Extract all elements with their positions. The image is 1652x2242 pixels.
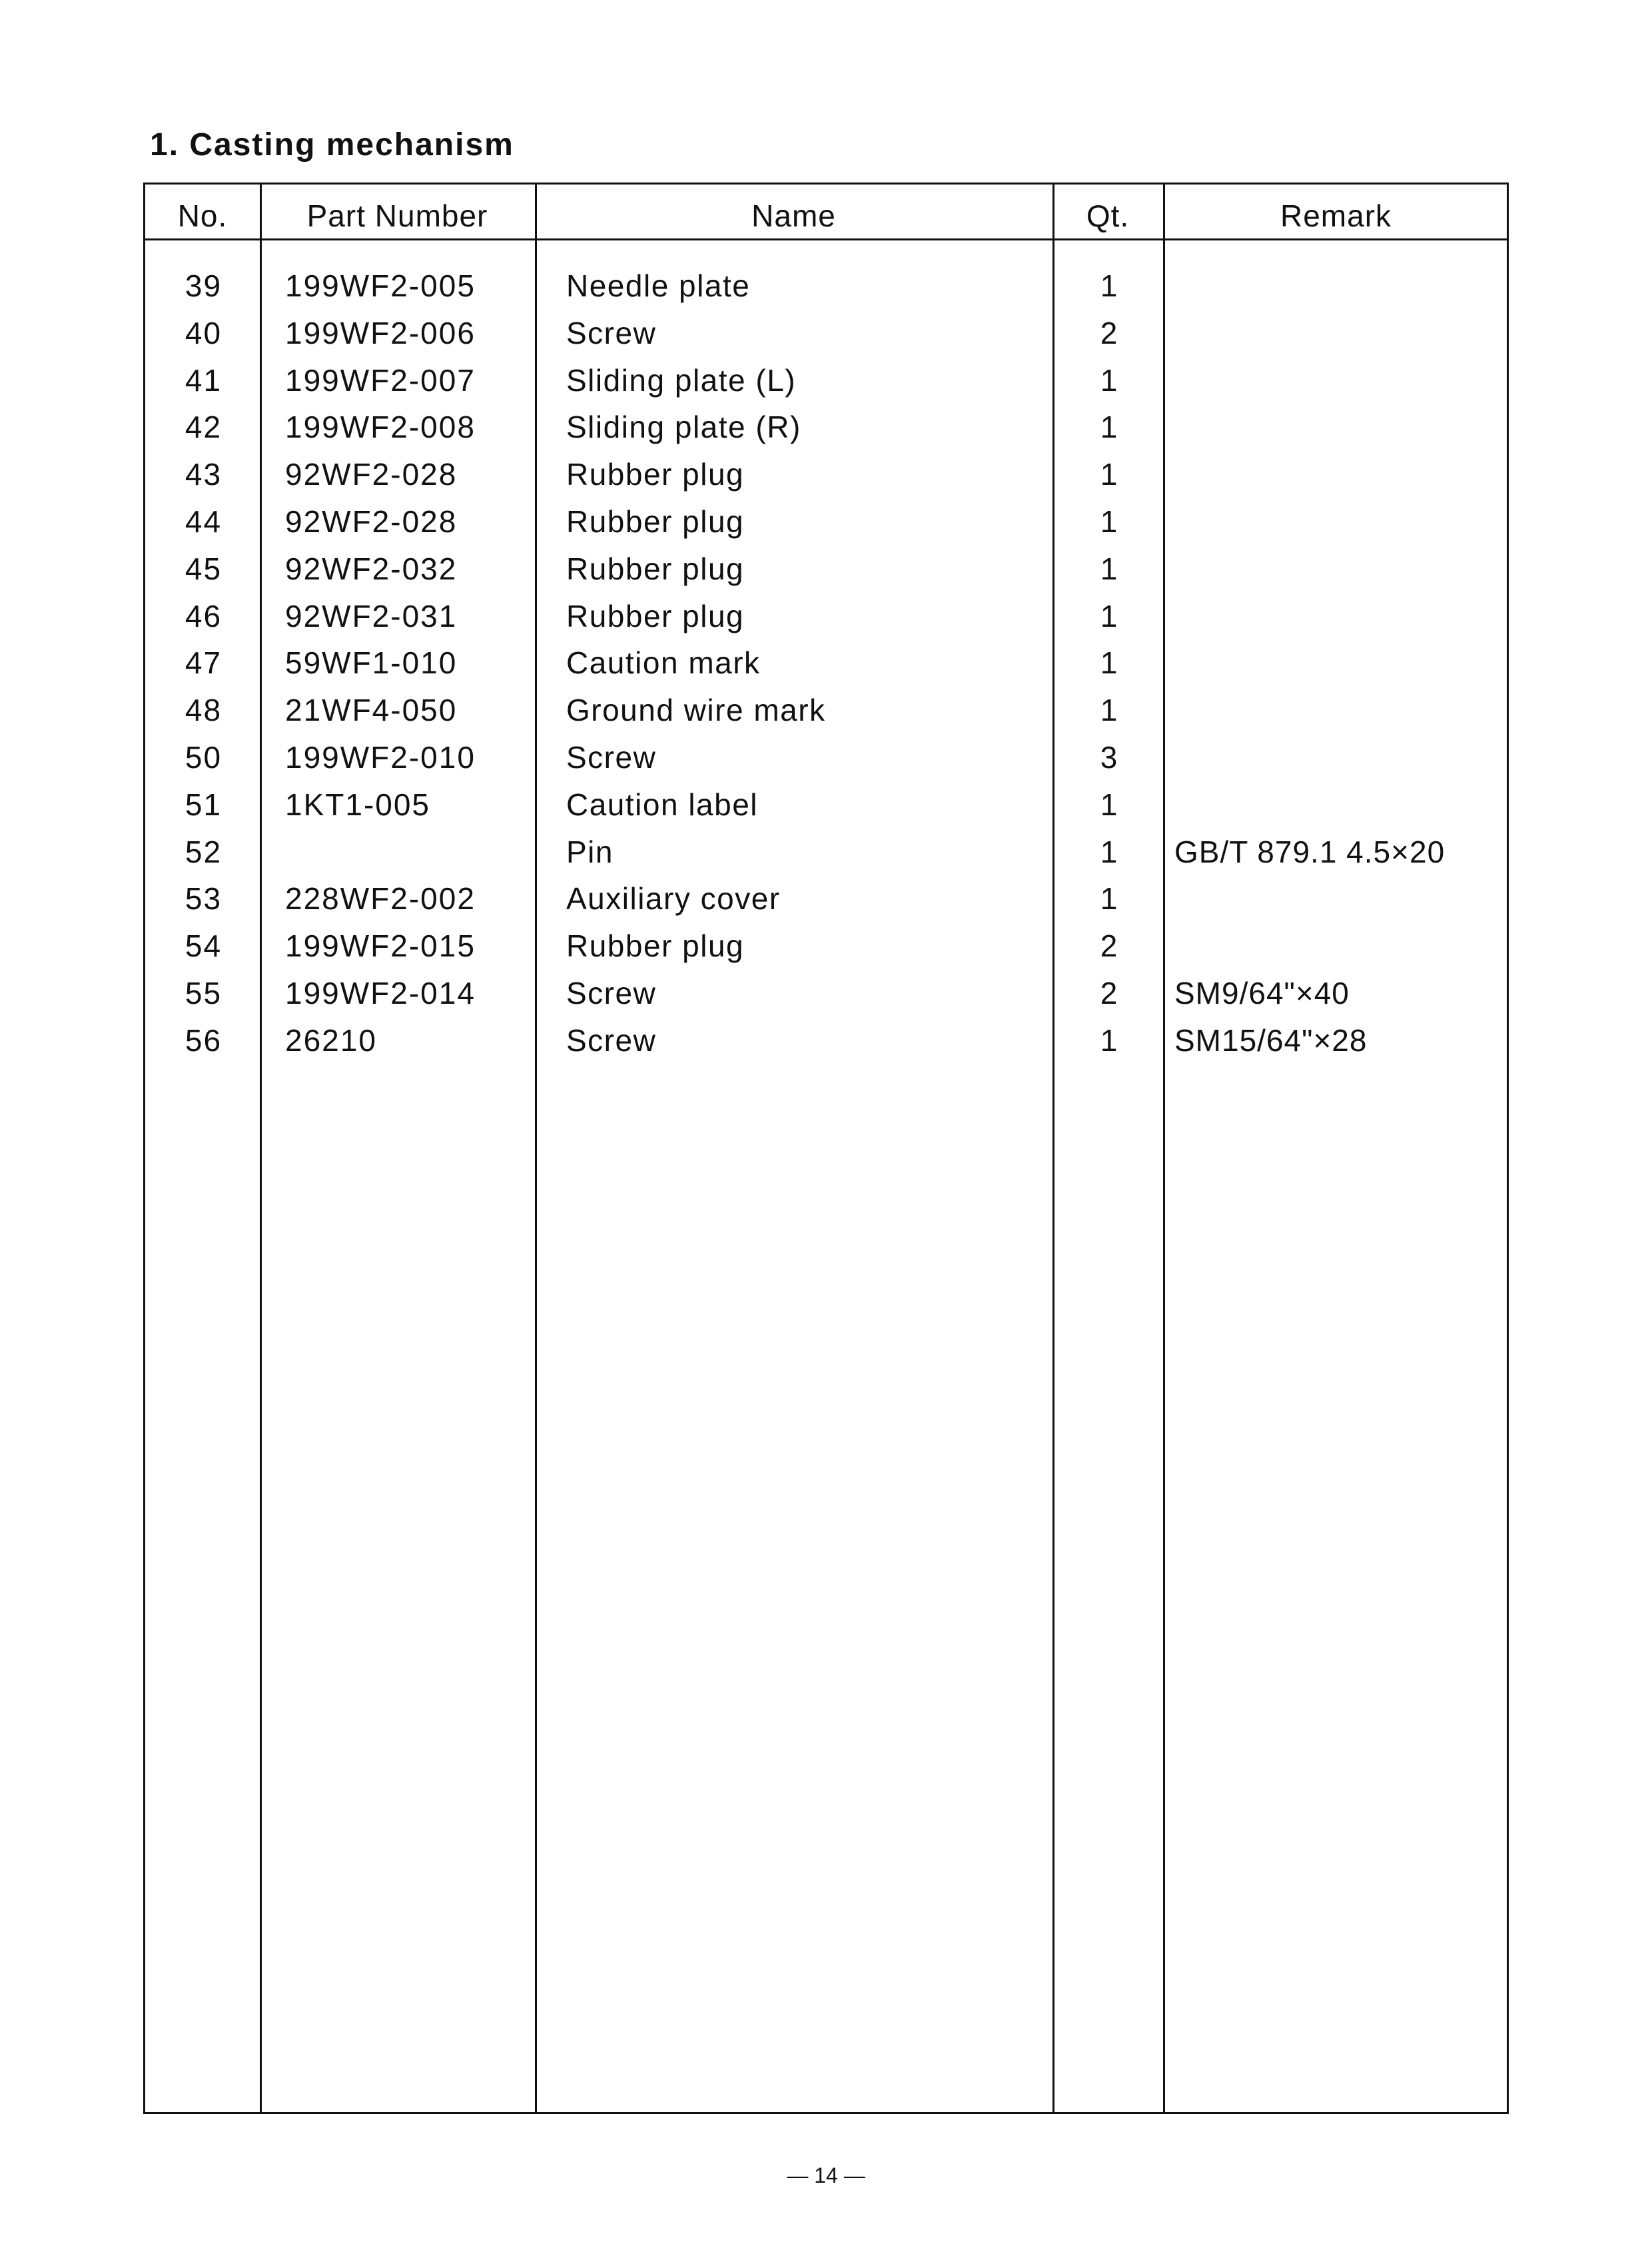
row-part-number: 199WF2-007 (285, 362, 476, 398)
table-row (145, 268, 1507, 315)
row-part-number: 92WF2-031 (285, 598, 458, 633)
row-qty: 1 (1100, 457, 1119, 492)
row-name: Rubber plug (566, 598, 745, 633)
section-title: 1. Casting mechanism (150, 127, 514, 163)
table-row (145, 928, 1507, 975)
row-qty: 1 (1100, 362, 1119, 398)
row-no: 39 (185, 268, 222, 303)
header-divider (145, 238, 1507, 240)
table-row (145, 1022, 1507, 1070)
header-remark: Remark (1280, 198, 1392, 233)
row-qty: 2 (1100, 929, 1119, 964)
table-row (145, 598, 1507, 645)
row-name: Rubber plug (566, 551, 745, 586)
row-no: 41 (185, 362, 222, 398)
row-part-number: 199WF2-005 (285, 268, 476, 303)
row-name: Caution label (566, 787, 759, 822)
row-no: 47 (185, 645, 222, 681)
header-name: Name (751, 198, 836, 233)
row-no: 48 (185, 693, 222, 728)
row-qty: 2 (1100, 315, 1119, 350)
table-row (145, 787, 1507, 834)
row-name: Sliding plate (R) (566, 410, 801, 445)
row-name: Sliding plate (L) (566, 362, 797, 398)
row-qty: 1 (1100, 598, 1119, 633)
row-part-number: 92WF2-028 (285, 457, 458, 492)
table-row (145, 645, 1507, 692)
row-part-number: 199WF2-014 (285, 975, 476, 1010)
row-name: Screw (566, 739, 657, 775)
row-part-number: 199WF2-006 (285, 315, 476, 350)
table-row (145, 975, 1507, 1022)
row-name: Ground wire mark (566, 693, 826, 728)
row-part-number: 199WF2-010 (285, 739, 476, 775)
row-name: Caution mark (566, 645, 761, 681)
row-qty: 1 (1100, 1022, 1119, 1058)
table-row (145, 456, 1507, 504)
table-row (145, 551, 1507, 598)
row-qty: 1 (1100, 645, 1119, 681)
table-row (145, 315, 1507, 362)
row-qty: 3 (1100, 739, 1119, 775)
row-part-number: 1KT1-005 (285, 787, 431, 822)
row-no: 51 (185, 787, 222, 822)
table-row (145, 881, 1507, 928)
table-body (145, 268, 1507, 1070)
row-qty: 1 (1100, 693, 1119, 728)
row-no: 55 (185, 975, 222, 1010)
row-no: 56 (185, 1022, 222, 1058)
row-part-number: 92WF2-028 (285, 504, 458, 539)
row-no: 42 (185, 410, 222, 445)
row-no: 40 (185, 315, 222, 350)
row-part-number: 199WF2-008 (285, 410, 476, 445)
row-part-number: 228WF2-002 (285, 881, 476, 917)
table-row (145, 504, 1507, 551)
row-qty: 1 (1100, 881, 1119, 917)
row-remark: SM9/64"×40 (1174, 975, 1350, 1010)
row-no: 53 (185, 881, 222, 917)
row-name: Rubber plug (566, 457, 745, 492)
row-qty: 1 (1100, 834, 1119, 869)
header-qty: Qt. (1086, 198, 1130, 233)
row-qty: 1 (1100, 268, 1119, 303)
row-no: 43 (185, 457, 222, 492)
row-qty: 1 (1100, 787, 1119, 822)
row-qty: 2 (1100, 975, 1119, 1010)
page-number: — 14 — (787, 2163, 865, 2187)
row-name: Pin (566, 834, 614, 869)
row-part-number: 199WF2-015 (285, 929, 476, 964)
header-part-number: Part Number (306, 198, 488, 233)
row-no: 44 (185, 504, 222, 539)
row-remark: GB/T 879.1 4.5×20 (1174, 834, 1446, 869)
row-qty: 1 (1100, 551, 1119, 586)
row-qty: 1 (1100, 504, 1119, 539)
row-no: 54 (185, 929, 222, 964)
row-name: Screw (566, 975, 657, 1010)
row-qty: 1 (1100, 410, 1119, 445)
row-no: 50 (185, 739, 222, 775)
table-row (145, 739, 1507, 787)
row-part-number: 92WF2-032 (285, 551, 458, 586)
parts-table (143, 183, 1509, 2114)
table-row (145, 692, 1507, 739)
row-name: Screw (566, 315, 657, 350)
row-name: Rubber plug (566, 929, 745, 964)
row-name: Screw (566, 1022, 657, 1058)
header-no: No. (177, 198, 228, 233)
table-row (145, 362, 1507, 410)
row-remark: SM15/64"×28 (1174, 1022, 1368, 1058)
row-part-number: 21WF4-050 (285, 693, 458, 728)
row-name: Rubber plug (566, 504, 745, 539)
table-row (145, 409, 1507, 456)
row-no: 46 (185, 598, 222, 633)
row-name: Needle plate (566, 268, 751, 303)
row-part-number: 26210 (285, 1022, 377, 1058)
row-name: Auxiliary cover (566, 881, 781, 917)
row-no: 45 (185, 551, 222, 586)
row-no: 52 (185, 834, 222, 869)
table-row (145, 834, 1507, 881)
row-part-number: 59WF1-010 (285, 645, 458, 681)
